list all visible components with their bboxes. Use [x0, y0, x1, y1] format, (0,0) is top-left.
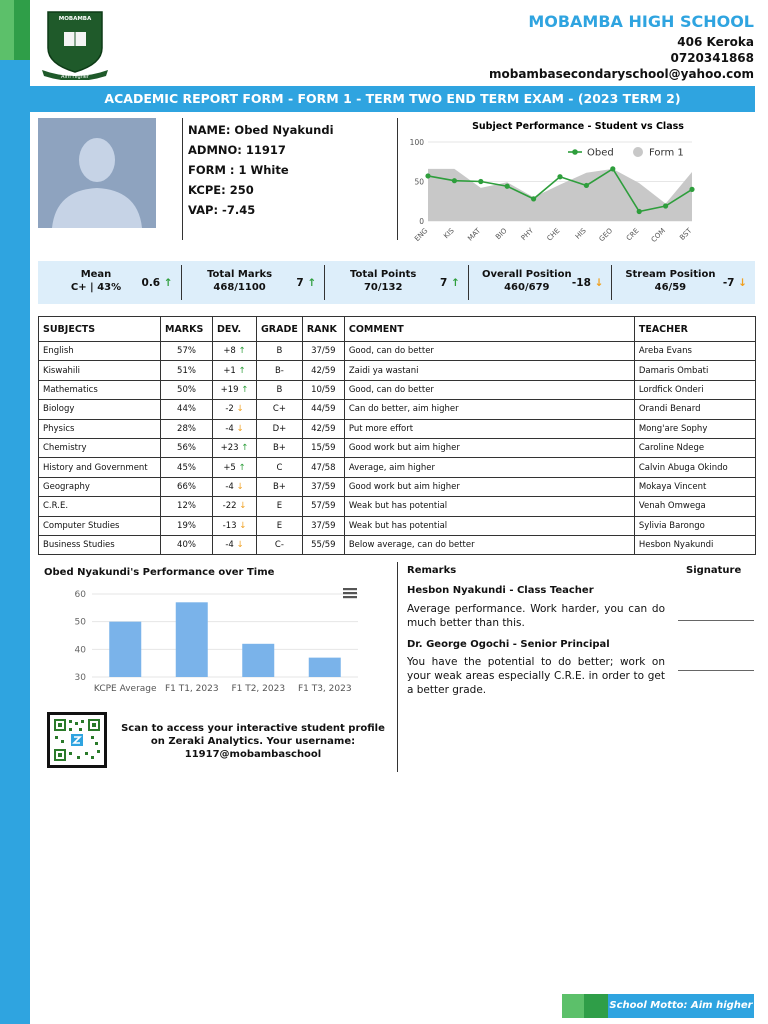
arrow-up-icon: ↑ — [163, 277, 173, 289]
x-tick-label: F1 T3, 2023 — [297, 684, 352, 694]
cell-subject: Mathematics — [39, 380, 161, 399]
header-teacher: TEACHER — [634, 317, 755, 342]
cell-marks: 40% — [161, 535, 213, 554]
cell-rank: 55/59 — [302, 535, 344, 554]
principal-remark: You have the potential to do better; work on your weak areas especially C.R.E. in order to get a better grade. — [407, 656, 665, 696]
cell-subject: Biology — [39, 400, 161, 419]
cell-teacher: Hesbon Nyakundi — [634, 535, 755, 554]
subjects-table — [38, 316, 756, 555]
student-admno: ADMNO: 11917 — [188, 143, 286, 157]
side-accent-dark — [14, 0, 30, 60]
info-divider — [182, 118, 183, 240]
table-header-row — [39, 317, 756, 342]
table-row — [39, 497, 756, 516]
arrow-down-icon: ↓ — [239, 520, 247, 531]
cell-teacher: Areba Evans — [634, 342, 755, 361]
stat-label: Mean — [80, 269, 112, 280]
stat-4 — [612, 265, 755, 300]
stat-label: Stream Position — [625, 269, 716, 280]
stat-label: Overall Position — [481, 269, 572, 280]
cell-grade: B- — [257, 361, 303, 380]
qr-instructions: Scan to access your interactive student profile on Zeraki Analytics. Your username: 11917@mobambaschool — [121, 723, 385, 760]
student-vap: VAP: -7.45 — [188, 203, 256, 217]
table-row — [39, 400, 756, 419]
cell-grade: C+ — [257, 400, 303, 419]
arrow-up-icon: ↑ — [450, 277, 460, 289]
cell-subject: Chemistry — [39, 438, 161, 457]
school-logo — [40, 10, 110, 80]
legend-form1-label: Form 1 — [649, 147, 684, 159]
cell-rank: 57/59 — [302, 497, 344, 516]
report-title: ACADEMIC REPORT FORM - FORM 1 - TERM TWO END TERM EXAM - (2023 TERM 2) — [30, 86, 755, 112]
x-tick-label: F1 T1, 2023 — [164, 684, 219, 694]
point-obed — [637, 209, 642, 214]
point-obed — [478, 179, 483, 184]
stat-deviation: 0.6 ↑ — [141, 277, 173, 289]
bar — [176, 602, 208, 677]
point-obed — [610, 166, 615, 171]
cell-teacher: Calvin Abuga Okindo — [634, 458, 755, 477]
student-form: FORM : 1 White — [188, 163, 289, 177]
x-tick-label: BST — [678, 226, 694, 242]
subject-performance-chart — [400, 116, 755, 254]
cell-grade: B — [257, 380, 303, 399]
y-tick-label: 30 — [74, 673, 86, 683]
perf-chart-title: Subject Performance - Student vs Class — [472, 121, 684, 132]
x-tick-label: COM — [649, 226, 668, 245]
school-phone: 0720341868 — [670, 51, 754, 65]
cell-grade: E — [257, 516, 303, 535]
x-tick-label: KCPE Average — [93, 684, 157, 694]
cell-comment: Good work but aim higher — [344, 477, 634, 496]
time-chart-title: Obed Nyakundi's Performance over Time — [44, 567, 275, 578]
point-obed — [584, 183, 589, 188]
signature-heading: Signature — [686, 565, 742, 576]
cell-teacher: Orandi Benard — [634, 400, 755, 419]
logo-name-text: MOBAMBA — [58, 16, 92, 22]
legend-form1-swatch — [633, 147, 643, 157]
cell-dev: +19 ↑ — [213, 380, 257, 399]
y-tick-label: 50 — [414, 177, 424, 187]
arrow-up-icon: ↑ — [238, 365, 246, 376]
cell-comment: Average, aim higher — [344, 458, 634, 477]
x-tick-label: CHE — [545, 226, 562, 243]
table-row — [39, 535, 756, 554]
cell-dev: -4 ↓ — [213, 477, 257, 496]
arrow-down-icon: ↓ — [236, 481, 244, 492]
cell-subject: History and Government — [39, 458, 161, 477]
cell-dev: -4 ↓ — [213, 535, 257, 554]
cell-subject: English — [39, 342, 161, 361]
bar — [309, 658, 341, 677]
cell-teacher: Damaris Ombati — [634, 361, 755, 380]
cell-teacher: Caroline Ndege — [634, 438, 755, 457]
arrow-down-icon: ↓ — [236, 540, 244, 551]
arrow-down-icon: ↓ — [236, 423, 244, 434]
x-tick-label: BIO — [494, 226, 509, 242]
point-obed — [452, 178, 457, 183]
header-subjects: SUBJECTS — [39, 317, 161, 342]
student-kcpe: KCPE: 250 — [188, 183, 254, 197]
cell-dev: -4 ↓ — [213, 419, 257, 438]
cell-marks: 19% — [161, 516, 213, 535]
cell-comment: Good work but aim higher — [344, 438, 634, 457]
cell-grade: E — [257, 497, 303, 516]
y-tick-label: 50 — [74, 617, 86, 628]
arrow-down-icon: ↓ — [594, 277, 604, 289]
cell-rank: 37/59 — [302, 516, 344, 535]
cell-rank: 42/59 — [302, 361, 344, 380]
cell-comment: Below average, can do better — [344, 535, 634, 554]
cell-marks: 50% — [161, 380, 213, 399]
y-tick-label: 40 — [74, 645, 86, 656]
cell-comment: Can do better, aim higher — [344, 400, 634, 419]
cell-rank: 37/59 — [302, 477, 344, 496]
school-address: 406 Keroka — [677, 35, 754, 49]
cell-teacher: Sylivia Barongo — [634, 516, 755, 535]
cell-grade: C — [257, 458, 303, 477]
cell-grade: B+ — [257, 438, 303, 457]
school-email: mobambasecondaryschool@yahoo.com — [488, 67, 754, 81]
arrow-up-icon: ↑ — [238, 346, 246, 357]
cell-grade: B — [257, 342, 303, 361]
cell-subject: C.R.E. — [39, 497, 161, 516]
cell-marks: 66% — [161, 477, 213, 496]
cell-marks: 56% — [161, 438, 213, 457]
stat-label: Total Points — [350, 269, 417, 280]
point-obed — [505, 184, 510, 189]
motto-bar — [562, 994, 754, 1018]
class-teacher-signature-line — [678, 620, 754, 621]
cell-rank: 42/59 — [302, 419, 344, 438]
cell-marks: 28% — [161, 419, 213, 438]
stat-deviation: 7 ↑ — [440, 277, 460, 289]
cell-comment: Put more effort — [344, 419, 634, 438]
arrow-down-icon: ↓ — [236, 404, 244, 415]
table-row — [39, 380, 756, 399]
stat-label: Total Marks — [207, 269, 273, 280]
y-tick-label: 0 — [419, 217, 424, 226]
avatar-icon — [38, 118, 156, 228]
point-obed — [425, 173, 430, 178]
stat-value: 70/132 — [363, 282, 403, 293]
legend-obed-label: Obed — [587, 147, 614, 159]
side-bar — [0, 0, 30, 1024]
cell-marks: 51% — [161, 361, 213, 380]
x-tick-label: MAT — [466, 226, 483, 243]
table-row — [39, 438, 756, 457]
arrow-up-icon: ↑ — [241, 443, 249, 454]
performance-over-time-chart — [60, 582, 370, 702]
stat-value: 460/679 — [504, 282, 550, 293]
stat-deviation: -18 ↓ — [571, 277, 604, 289]
x-tick-label: HIS — [573, 226, 588, 241]
point-obed — [663, 203, 668, 208]
student-photo — [38, 118, 156, 228]
remarks-heading: Remarks — [407, 565, 457, 576]
cell-teacher: Mong'are Sophy — [634, 419, 755, 438]
cell-subject: Kiswahili — [39, 361, 161, 380]
student-info — [188, 120, 334, 220]
point-obed — [531, 196, 536, 201]
cell-marks: 57% — [161, 342, 213, 361]
stat-0 — [38, 265, 182, 300]
cell-comment: Weak but has potential — [344, 497, 634, 516]
table-row — [39, 419, 756, 438]
cell-subject: Business Studies — [39, 535, 161, 554]
remarks-divider — [397, 562, 398, 772]
point-obed — [557, 174, 562, 179]
x-tick-label: F1 T2, 2023 — [231, 684, 286, 694]
arrow-up-icon: ↑ — [241, 384, 249, 395]
header-grade: GRADE — [257, 317, 303, 342]
school-name: MOBAMBA HIGH SCHOOL — [528, 12, 754, 31]
stat-value: 46/59 — [654, 282, 687, 293]
stat-value: 468/1100 — [213, 282, 266, 293]
table-row — [39, 458, 756, 477]
cell-marks: 12% — [161, 497, 213, 516]
y-tick-label: 60 — [74, 590, 86, 600]
side-accent-light — [0, 0, 14, 60]
cell-marks: 45% — [161, 458, 213, 477]
logo-motto-text: Aim Higher — [61, 74, 89, 80]
cell-marks: 44% — [161, 400, 213, 419]
cell-grade: D+ — [257, 419, 303, 438]
cell-dev: -2 ↓ — [213, 400, 257, 419]
principal-signature-line — [678, 670, 754, 671]
cell-dev: +23 ↑ — [213, 438, 257, 457]
x-tick-label: GEO — [597, 226, 615, 244]
table-row — [39, 477, 756, 496]
student-name: NAME: Obed Nyakundi — [188, 123, 334, 137]
header-rank: RANK — [302, 317, 344, 342]
qr-code-icon — [53, 718, 101, 762]
cell-comment: Weak but has potential — [344, 516, 634, 535]
principal-name: Dr. George Ogochi - Senior Principal — [407, 639, 610, 650]
cell-comment: Zaidi ya wastani — [344, 361, 634, 380]
arrow-up-icon: ↑ — [307, 277, 317, 289]
cell-grade: C- — [257, 535, 303, 554]
cell-comment: Good, can do better — [344, 342, 634, 361]
cell-teacher: Venah Omwega — [634, 497, 755, 516]
cell-dev: -13 ↓ — [213, 516, 257, 535]
cell-rank: 10/59 — [302, 380, 344, 399]
header-comment: COMMENT — [344, 317, 634, 342]
table-row — [39, 516, 756, 535]
cell-subject: Computer Studies — [39, 516, 161, 535]
cell-subject: Physics — [39, 419, 161, 438]
cell-dev: +5 ↑ — [213, 458, 257, 477]
bar — [109, 622, 141, 677]
cell-teacher: Lordfick Onderi — [634, 380, 755, 399]
cell-rank: 15/59 — [302, 438, 344, 457]
arrow-up-icon: ↑ — [238, 462, 246, 473]
cell-teacher: Mokaya Vincent — [634, 477, 755, 496]
arrow-down-icon: ↓ — [738, 277, 747, 289]
chart-menu-icon — [343, 588, 357, 598]
summary-stats — [38, 261, 755, 304]
stat-value: C+ | 43% — [70, 282, 122, 293]
header-dev: DEV. — [213, 317, 257, 342]
x-tick-label: KIS — [442, 226, 456, 241]
bar — [242, 644, 274, 677]
x-tick-label: ENG — [413, 226, 430, 244]
arrow-down-icon: ↓ — [239, 501, 247, 512]
cell-subject: Geography — [39, 477, 161, 496]
cell-dev: +8 ↑ — [213, 342, 257, 361]
school-motto: School Motto: Aim higher — [608, 994, 754, 1018]
stat-3 — [469, 265, 613, 300]
stat-deviation: -7 ↓ — [722, 277, 747, 289]
table-row — [39, 342, 756, 361]
cell-comment: Good, can do better — [344, 380, 634, 399]
cell-dev: +1 ↑ — [213, 361, 257, 380]
qr-code[interactable] — [47, 712, 107, 768]
cell-rank: 44/59 — [302, 400, 344, 419]
y-tick-label: 100 — [409, 138, 424, 147]
cell-rank: 47/58 — [302, 458, 344, 477]
header-marks: MARKS — [161, 317, 213, 342]
class-teacher-remark: Average performance. Work harder, you can do much better than this. — [407, 603, 665, 629]
school-contact — [489, 34, 754, 82]
cell-dev: -22 ↓ — [213, 497, 257, 516]
x-tick-label: PHY — [519, 226, 536, 243]
x-tick-label: CRE — [624, 226, 641, 243]
chart-divider — [397, 118, 398, 240]
stat-deviation: 7 ↑ — [296, 277, 317, 289]
cell-grade: B+ — [257, 477, 303, 496]
stat-2 — [325, 265, 469, 300]
class-teacher-name: Hesbon Nyakundi - Class Teacher — [407, 585, 594, 596]
table-row — [39, 361, 756, 380]
stat-1 — [182, 265, 326, 300]
point-obed — [689, 187, 694, 192]
cell-rank: 37/59 — [302, 342, 344, 361]
